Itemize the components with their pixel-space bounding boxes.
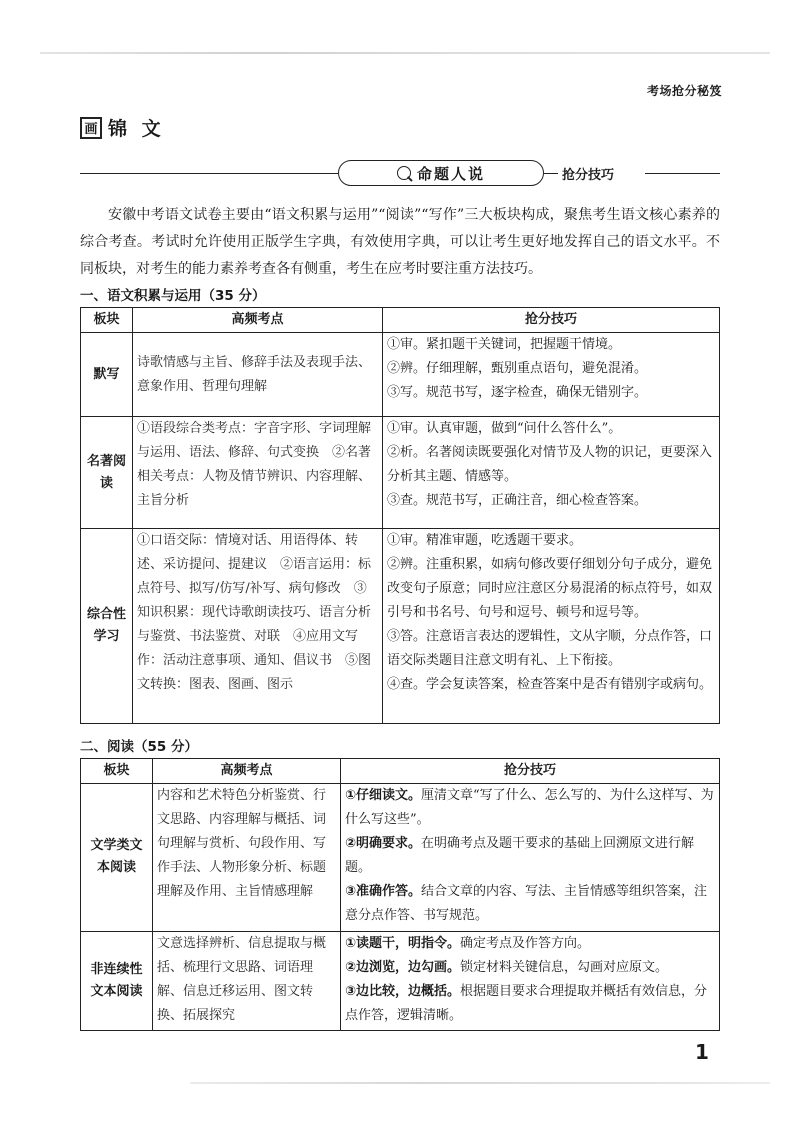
tip-text: 结合文章的内容、写法、主旨情感等组织答案，注意分点作答、书写规范。 [345,884,708,923]
tip-line [345,784,715,832]
banner-title: 命题人说 [416,164,485,183]
tip-line: ③查。规范书写，正确注音，细心检查答案。 [387,493,648,509]
category-cell: 非连续性文本阅读 [81,931,153,1030]
points-cell: 内容和艺术特色分析鉴赏、行文思路、内容理解与概括、词句理解与赏析、句段作用、写作手法、人物形象分析、标题理解及作用、主旨情感理解 [153,784,341,932]
points-cell: 诗歌情感与主旨、修辞手法及表现手法、意象作用、哲理句理解 [133,333,383,417]
tip-line: ③答。注意语言表达的逻辑性，文从字顺，分点作答，口语交际类题目注意文明有礼、上下衔接。 [387,629,713,669]
banner-rule [544,173,558,174]
reading-table [80,758,720,1031]
tips-cell [341,784,720,932]
points-cell: ①语段综合类考点：字音字形、字词理解与运用、语法、修辞、句式变换 ②名著相关考点：人物及情节辨识、内容理解、主旨分析 [133,417,383,529]
top-scan-rule [40,52,770,54]
banner-rule [80,173,338,174]
tip-line: ①审。精准审题，吃透题干要求。 [387,533,583,549]
tips-cell [383,417,720,529]
tip-line: ②析。名著阅读既要强化对情节及人物的识记，更要深入分析其主题、情感等。 [387,445,713,485]
section-heading-reading: 二、阅读（55 分） [80,739,198,755]
tips-cell [341,931,720,1030]
tip-line: ①审。认真审题，做到“问什么答什么”。 [387,421,622,437]
table-row [81,417,720,529]
tip-lead: ②明确要求。 [345,836,422,851]
tips-cell [383,333,720,417]
tip-lead: ③准确作答。 [345,884,422,899]
banner-rule [645,173,720,174]
column-header: 抢分技巧 [341,759,720,784]
column-header: 高频考点 [133,308,383,333]
tips-cell [383,529,720,724]
column-header: 高频考点 [153,759,341,784]
page-number: 1 [695,1040,709,1064]
tip-line: ②辨。注重积累，如病句修改要仔细划分句子成分，避免改变句子原意；同时应注意区分易混淆的标点符号，如双引号和书名号、句号和逗号、顿号和逗号等。 [387,557,713,621]
tip-line [345,880,715,928]
tip-text: 在明确考点及题干要求的基础上回溯原文进行解题。 [345,836,695,875]
intro-paragraph: 安徽中考语文试卷主要由“语文积累与运用”“阅读”“写作”三大板块构成，聚焦考生语文核心素养的综合考查。考试时允许使用正版学生字典，有效使用字典，可以让考生更好地发挥自己的语文水平。不同板块，对考生的能力素养考查各有侧重，考生在应考时要注重方法技巧。 [80,207,720,277]
magnifier-icon [397,166,411,180]
running-head: 考场抢分秘笈 [646,84,722,98]
table-row [81,529,720,724]
brand-seal: 画 [80,117,102,139]
category-cell: 综合性学习 [81,529,133,724]
category-cell: 默写 [81,333,133,417]
bottom-scan-rule [190,1082,770,1084]
tip-line [345,832,715,880]
tip-line: ①审。紧扣题干关键词，把握题干情境。 [387,337,622,352]
tip-lead: ①读题干，明指令。 [345,935,461,951]
tip-lead: ②边浏览，边勾画。 [345,959,461,975]
brand-mark [80,114,165,141]
tip-line: ④查。学会复读答案，检查答案中是否有错别字或病句。 [387,677,713,693]
category-cell: 名著阅读 [81,417,133,529]
points-cell: 文意选择辨析、信息提取与概括、梳理行文思路、词语理解、信息迁移运用、图文转换、拓展探究 [153,931,341,1030]
table-header-row [81,308,720,333]
tip-text: 锁定材料关键信息，勾画对应原文。 [460,959,669,975]
tip-line [345,932,715,956]
category-cell: 文学类文本阅读 [81,784,153,932]
section-banner [80,160,720,188]
tip-text: 确定考点及作答方向。 [460,935,591,951]
tip-line [345,980,715,1028]
tip-text: 根据题目要求合理提取并概括有效信息，分点作答，逻辑清晰。 [345,983,708,1023]
accumulation-table [80,307,720,724]
banner-pill [338,160,544,186]
brand-text: 锦 文 [108,118,165,140]
table-row [81,931,720,1030]
column-header: 抢分技巧 [383,308,720,333]
banner-subtitle: 抢分技巧 [562,168,615,183]
tip-line: ②辨。仔细理解，甄别重点语句，避免混淆。 [387,361,648,376]
tip-lead: ①仔细读文。 [345,788,422,803]
points-cell: ①口语交际：情境对话、用语得体、转述、采访提问、提建议 ②语言运用：标点符号、拟写/仿写/补写、病句修改 ③知识积累：现代诗歌朗读技巧、语言分析与鉴赏、书法鉴赏、对联 ④应用文写作：活动注意事项、通知、倡议书 ⑤图文转换：图表、图画、图示 [133,529,383,724]
table-row [81,333,720,417]
tip-text: 厘清文章“写了什么、怎么写的、为什么这样写、为什么写这些”。 [345,788,714,827]
tip-line [345,956,715,980]
column-header: 板块 [81,308,133,333]
table-row [81,784,720,932]
section-heading-accumulation: 一、语文积累与运用（35 分） [80,288,266,304]
tip-line: ③写。规范书写，逐字检查，确保无错别字。 [387,385,648,400]
column-header: 板块 [81,759,153,784]
tip-lead: ③边比较，边概括。 [345,983,461,999]
table-header-row [81,759,720,784]
